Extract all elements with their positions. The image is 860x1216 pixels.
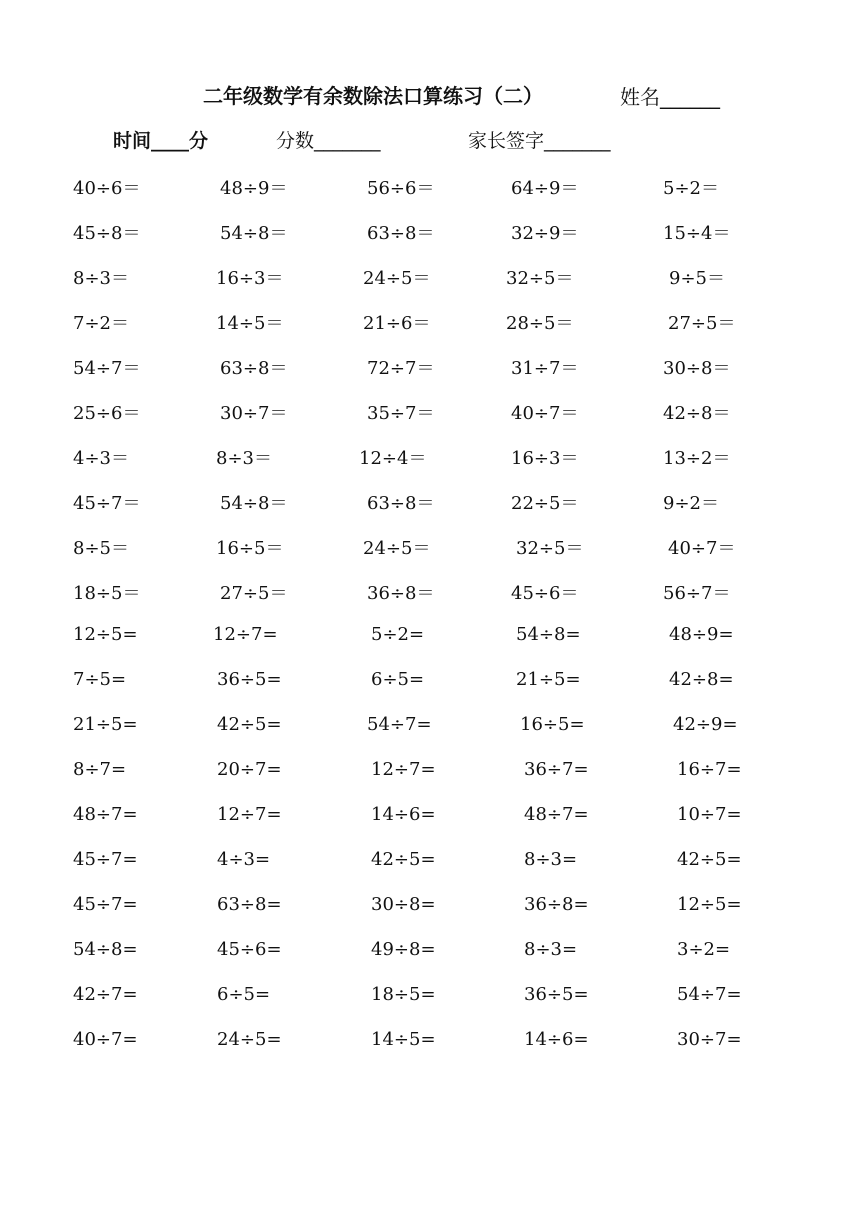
problem-cell: 45÷6＝ xyxy=(511,583,579,604)
problem-cell: 12÷4＝ xyxy=(359,448,427,469)
problem-cell: 32÷5＝ xyxy=(506,268,574,289)
problem-cell: 21÷6＝ xyxy=(363,313,431,334)
problem-cell: 14÷6= xyxy=(524,1029,589,1050)
problem-cell: 36÷7= xyxy=(524,759,589,780)
problem-cell: 21÷5= xyxy=(73,714,138,735)
problem-cell: 24÷5＝ xyxy=(363,268,431,289)
problem-cell: 54÷8＝ xyxy=(220,493,288,514)
problem-cell: 54÷8＝ xyxy=(220,223,288,244)
problem-cell: 8÷3= xyxy=(524,939,578,960)
problem-cell: 16÷7= xyxy=(677,759,742,780)
problem-cell: 18÷5＝ xyxy=(73,583,141,604)
problem-cell: 45÷6= xyxy=(217,939,282,960)
problem-cell: 42÷5= xyxy=(371,849,436,870)
problem-cell: 7÷2＝ xyxy=(73,313,129,334)
problem-cell: 27÷5＝ xyxy=(220,583,288,604)
problem-cell: 15÷4＝ xyxy=(663,223,731,244)
problem-cell: 21÷5= xyxy=(516,669,581,690)
problem-cell: 6÷5= xyxy=(217,984,271,1005)
problem-cell: 8÷7= xyxy=(73,759,127,780)
page-title: 二年级数学有余数除法口算练习（二） xyxy=(203,84,543,108)
problem-cell: 48÷7= xyxy=(524,804,589,825)
problem-cell: 48÷7= xyxy=(73,804,138,825)
problem-cell: 30÷7= xyxy=(677,1029,742,1050)
problem-cell: 30÷7＝ xyxy=(220,403,288,424)
problem-cell: 12÷7= xyxy=(371,759,436,780)
problem-cell: 22÷5＝ xyxy=(511,493,579,514)
problem-cell: 36÷8＝ xyxy=(367,583,435,604)
problem-cell: 72÷7＝ xyxy=(367,358,435,379)
problem-cell: 4÷3＝ xyxy=(73,448,129,469)
problem-cell: 12÷5= xyxy=(677,894,742,915)
problem-cell: 12÷7= xyxy=(217,804,282,825)
name-field: 姓名______ xyxy=(620,85,720,109)
problem-cell: 24÷5＝ xyxy=(363,538,431,559)
problem-cell: 14÷6= xyxy=(371,804,436,825)
problem-cell: 5÷2＝ xyxy=(663,178,719,199)
problem-cell: 49÷8= xyxy=(371,939,436,960)
problem-cell: 54÷7＝ xyxy=(73,358,141,379)
problem-cell: 56÷6＝ xyxy=(367,178,435,199)
problem-cell: 30÷8＝ xyxy=(663,358,731,379)
problem-cell: 45÷7＝ xyxy=(73,493,141,514)
problem-cell: 14÷5= xyxy=(371,1029,436,1050)
problem-cell: 42÷8＝ xyxy=(663,403,731,424)
problem-cell: 25÷6＝ xyxy=(73,403,141,424)
problem-cell: 27÷5＝ xyxy=(668,313,736,334)
problem-cell: 36÷5= xyxy=(217,669,282,690)
problem-cell: 13÷2＝ xyxy=(663,448,731,469)
problem-cell: 20÷7= xyxy=(217,759,282,780)
problem-cell: 6÷5= xyxy=(371,669,425,690)
problem-cell: 12÷7= xyxy=(213,624,278,645)
problem-cell: 8÷5＝ xyxy=(73,538,129,559)
problem-cell: 9÷2＝ xyxy=(663,493,719,514)
problem-cell: 10÷7= xyxy=(677,804,742,825)
problem-cell: 36÷5= xyxy=(524,984,589,1005)
problem-cell: 35÷7＝ xyxy=(367,403,435,424)
problem-cell: 30÷8= xyxy=(371,894,436,915)
problem-cell: 8÷3= xyxy=(524,849,578,870)
problem-cell: 45÷7= xyxy=(73,894,138,915)
problem-cell: 40÷7＝ xyxy=(511,403,579,424)
problem-cell: 40÷7＝ xyxy=(668,538,736,559)
problem-cell: 32÷5＝ xyxy=(516,538,584,559)
problem-cell: 45÷7= xyxy=(73,849,138,870)
problem-cell: 54÷7= xyxy=(367,714,432,735)
problem-cell: 56÷7＝ xyxy=(663,583,731,604)
problem-cell: 16÷3＝ xyxy=(511,448,579,469)
problem-cell: 16÷3＝ xyxy=(216,268,284,289)
problem-cell: 40÷6＝ xyxy=(73,178,141,199)
problem-cell: 54÷7= xyxy=(677,984,742,1005)
problem-cell: 7÷5= xyxy=(73,669,127,690)
problem-cell: 54÷8= xyxy=(73,939,138,960)
time-field: 时间____分 xyxy=(113,130,209,152)
problem-cell: 42÷5= xyxy=(217,714,282,735)
problem-cell: 54÷8= xyxy=(516,624,581,645)
problem-cell: 31÷7＝ xyxy=(511,358,579,379)
problem-cell: 14÷5＝ xyxy=(216,313,284,334)
problem-cell: 28÷5＝ xyxy=(506,313,574,334)
problem-cell: 63÷8＝ xyxy=(220,358,288,379)
problem-cell: 63÷8= xyxy=(217,894,282,915)
problem-cell: 42÷5= xyxy=(677,849,742,870)
problem-cell: 40÷7= xyxy=(73,1029,138,1050)
parent-signature-field: 家长签字_______ xyxy=(468,130,611,152)
problem-cell: 36÷8= xyxy=(524,894,589,915)
problem-cell: 45÷8＝ xyxy=(73,223,141,244)
problem-cell: 5÷2= xyxy=(371,624,425,645)
problem-cell: 48÷9＝ xyxy=(220,178,288,199)
problem-cell: 32÷9＝ xyxy=(511,223,579,244)
problem-cell: 12÷5= xyxy=(73,624,138,645)
problem-cell: 63÷8＝ xyxy=(367,493,435,514)
problem-cell: 8÷3＝ xyxy=(216,448,272,469)
problem-cell: 4÷3= xyxy=(217,849,271,870)
problem-cell: 16÷5＝ xyxy=(216,538,284,559)
problem-cell: 42÷7= xyxy=(73,984,138,1005)
score-field: 分数_______ xyxy=(276,130,381,152)
problem-cell: 9÷5＝ xyxy=(669,268,725,289)
problem-cell: 8÷3＝ xyxy=(73,268,129,289)
problem-cell: 24÷5= xyxy=(217,1029,282,1050)
problem-cell: 42÷9= xyxy=(673,714,738,735)
problem-cell: 64÷9＝ xyxy=(511,178,579,199)
problem-cell: 42÷8= xyxy=(669,669,734,690)
problem-cell: 18÷5= xyxy=(371,984,436,1005)
problem-cell: 16÷5= xyxy=(520,714,585,735)
problem-cell: 63÷8＝ xyxy=(367,223,435,244)
problem-cell: 3÷2= xyxy=(677,939,731,960)
problem-cell: 48÷9= xyxy=(669,624,734,645)
